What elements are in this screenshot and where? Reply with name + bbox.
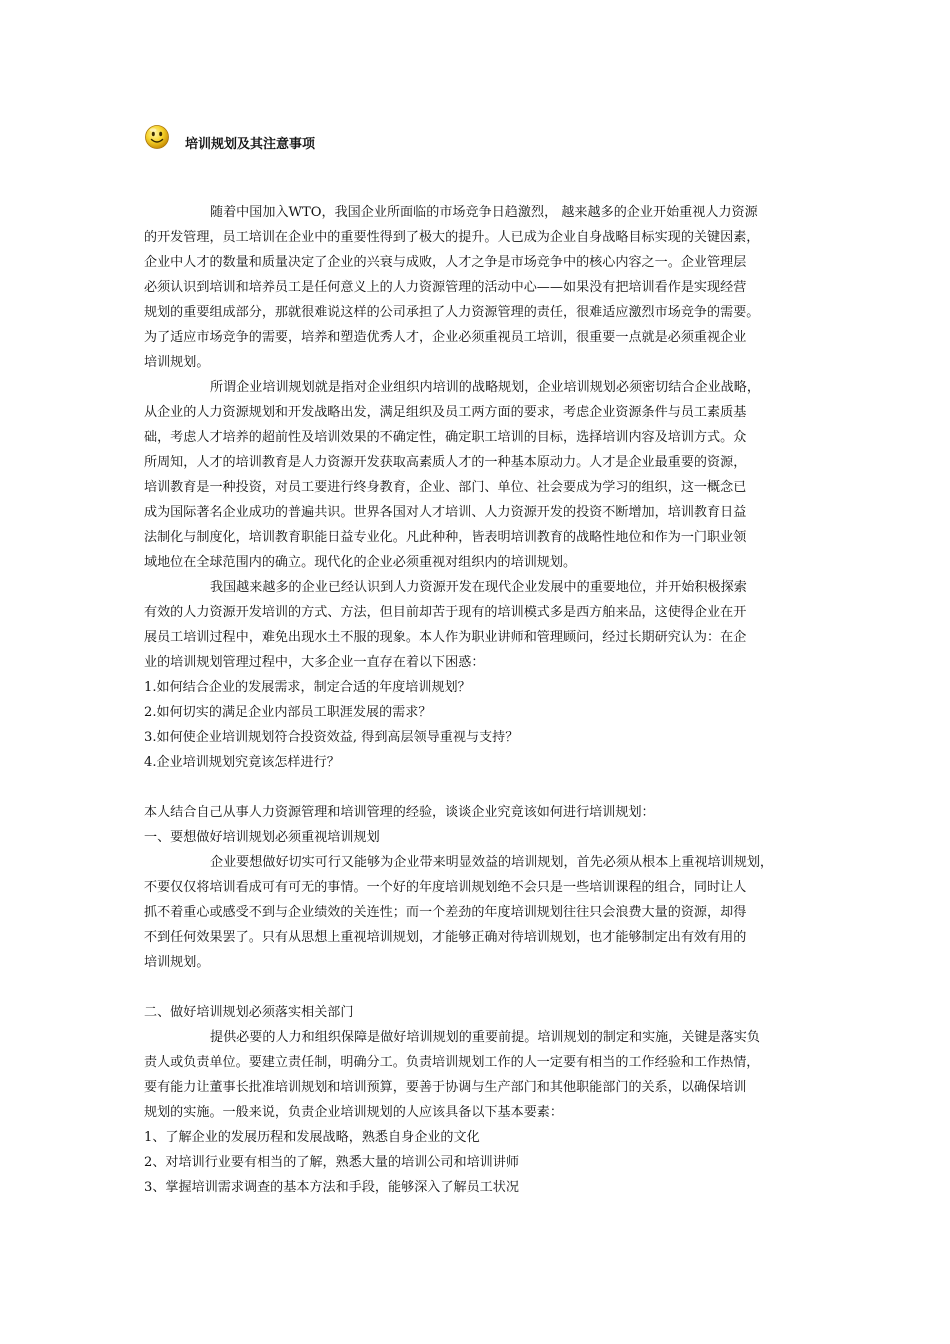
intro-line: 本人结合自己从事人力资源管理和培训管理的经验，谈谈企业究竟该如何进行培训规划： [144,805,655,820]
text-line: 成为国际著名企业成功的普遍共识。世界各国对人才培训、人力资源开发的投资不断增加，培训教育日益 [144,505,747,520]
question-list [144,675,814,775]
text-line: 规划的实施。一般来说，负责企业培训规划的人应该具备以下基本要素： [144,1105,563,1120]
text-line: 抓不着重心或感受不到与企业绩效的关连性；而一个差劲的年度培训规划往往只会浪费大量的资源，却得 [144,905,747,920]
list-item: 2.如何切实的满足企业内部员工职涯发展的需求？ [144,705,432,720]
text-line: 随着中国加入WTO，我国企业所面临的市场竞争日趋激烈， 越来越多的企业开始重视人力资源 [210,205,758,220]
smiley-face-icon [144,124,170,150]
paragraph-1 [144,200,814,375]
section-heading: 二、做好培训规划必须落实相关部门 [144,1005,354,1020]
text-line: 要有能力让董事长批准培训规划和培训预算，要善于协调与生产部门和其他职能部门的关系，以确保培训 [144,1080,747,1095]
text-line: 责人或负责单位。要建立责任制，明确分工。负责培训规划工作的人一定要有相当的工作经验和工作热情， [144,1055,760,1070]
paragraph-2 [144,375,814,575]
section-heading: 一、要想做好培训规划必须重视培训规划 [144,830,380,845]
section-1 [144,825,814,975]
section-2 [144,1000,814,1200]
text-line: 规划的重要组成部分，那就很难说这样的公司承担了人力资源管理的责任，很难适应激烈市场竞争的需要。 [144,305,760,320]
text-line: 域地位在全球范围内的确立。现代化的企业必须重视对组织内的培训规划。 [144,555,577,570]
text-line: 我国越来越多的企业已经认识到人力资源开发在现代企业发展中的重要地位，并开始积极探索 [210,580,747,595]
title-row [144,124,644,158]
list-item: 2、对培训行业要有相当的了解，熟悉大量的培训公司和培训讲师 [144,1155,519,1170]
text-line: 企业中人才的数量和质量决定了企业的兴衰与成败，人才之争是市场竞争中的核心内容之一。企业管理层 [144,255,747,270]
list-item: 1、了解企业的发展历程和发展战略，熟悉自身企业的文化 [144,1130,480,1145]
text-line: 展员工培训过程中，难免出现水土不服的现象。本人作为职业讲师和管理顾问，经过长期研究认为：在企 [144,630,747,645]
document-title: 培训规划及其注意事项 [185,137,316,152]
text-line: 培训教育是一种投资，对员工要进行终身教育，企业、部门、单位、社会要成为学习的组织，这一概念已 [144,480,747,495]
text-line: 必须认识到培训和培养员工是任何意义上的人力资源管理的活动中心——如果没有把培训看作是实现经营 [144,280,747,295]
text-line: 培训规划。 [144,955,210,970]
list-item: 3、掌握培训需求调查的基本方法和手段，能够深入了解员工状况 [144,1180,519,1195]
text-line: 培训规划。 [144,355,210,370]
text-line: 法制化与制度化，培训教育职能日益专业化。凡此种种，皆表明培训教育的战略性地位和作为一门职业领 [144,530,747,545]
document-body [144,200,814,1200]
text-line: 所谓企业培训规划就是指对企业组织内培训的战略规划，企业培训规划必须密切结合企业战略， [210,380,760,395]
blank-line [144,975,814,1000]
text-line: 不要仅仅将培训看成可有可无的事情。一个好的年度培训规划绝不会只是一些培训课程的组合，同时让人 [144,880,747,895]
text-line: 从企业的人力资源规划和开发战略出发，满足组织及员工两方面的要求，考虑企业资源条件与员工素质基 [144,405,747,420]
text-line: 础，考虑人才培养的超前性及培训效果的不确定性，确定职工培训的目标，选择培训内容及培训方式。众 [144,430,747,445]
text-line: 业的培训规划管理过程中，大多企业一直存在着以下困惑： [144,655,485,670]
text-line: 为了适应市场竞争的需要，培养和塑造优秀人才，企业必须重视员工培训，很重要一点就是必须重视企业 [144,330,747,345]
text-line: 企业要想做好切实可行又能够为企业带来明显效益的培训规划，首先必须从根本上重视培训规划， [210,855,774,870]
text-line: 提供必要的人力和组织保障是做好培训规划的重要前提。培训规划的制定和实施，关键是落实负 [210,1030,760,1045]
paragraph-3 [144,575,814,675]
text-line: 有效的人力资源开发培训的方式、方法，但目前却苦于现有的培训模式多是西方舶来品，这使得企业在开 [144,605,747,620]
list-item: 3.如何使企业培训规划符合投资效益, 得到高层领导重视与支持？ [144,730,519,745]
text-line: 不到任何效果罢了。只有从思想上重视培训规划，才能够正确对待培训规划，也才能够制定出有效有用的 [144,930,747,945]
text-line: 的开发管理，员工培训在企业中的重要性得到了极大的提升。人已成为企业自身战略目标实现的关键因素， [144,230,760,245]
text-line: 所周知，人才的培训教育是人力资源开发获取高素质人才的一种基本原动力。人才是企业最重要的资源， [144,455,747,470]
list-item: 4.企业培训规划究竟该怎样进行？ [144,755,340,770]
blank-line [144,775,814,800]
list-item: 1.如何结合企业的发展需求，制定合适的年度培训规划？ [144,680,471,695]
